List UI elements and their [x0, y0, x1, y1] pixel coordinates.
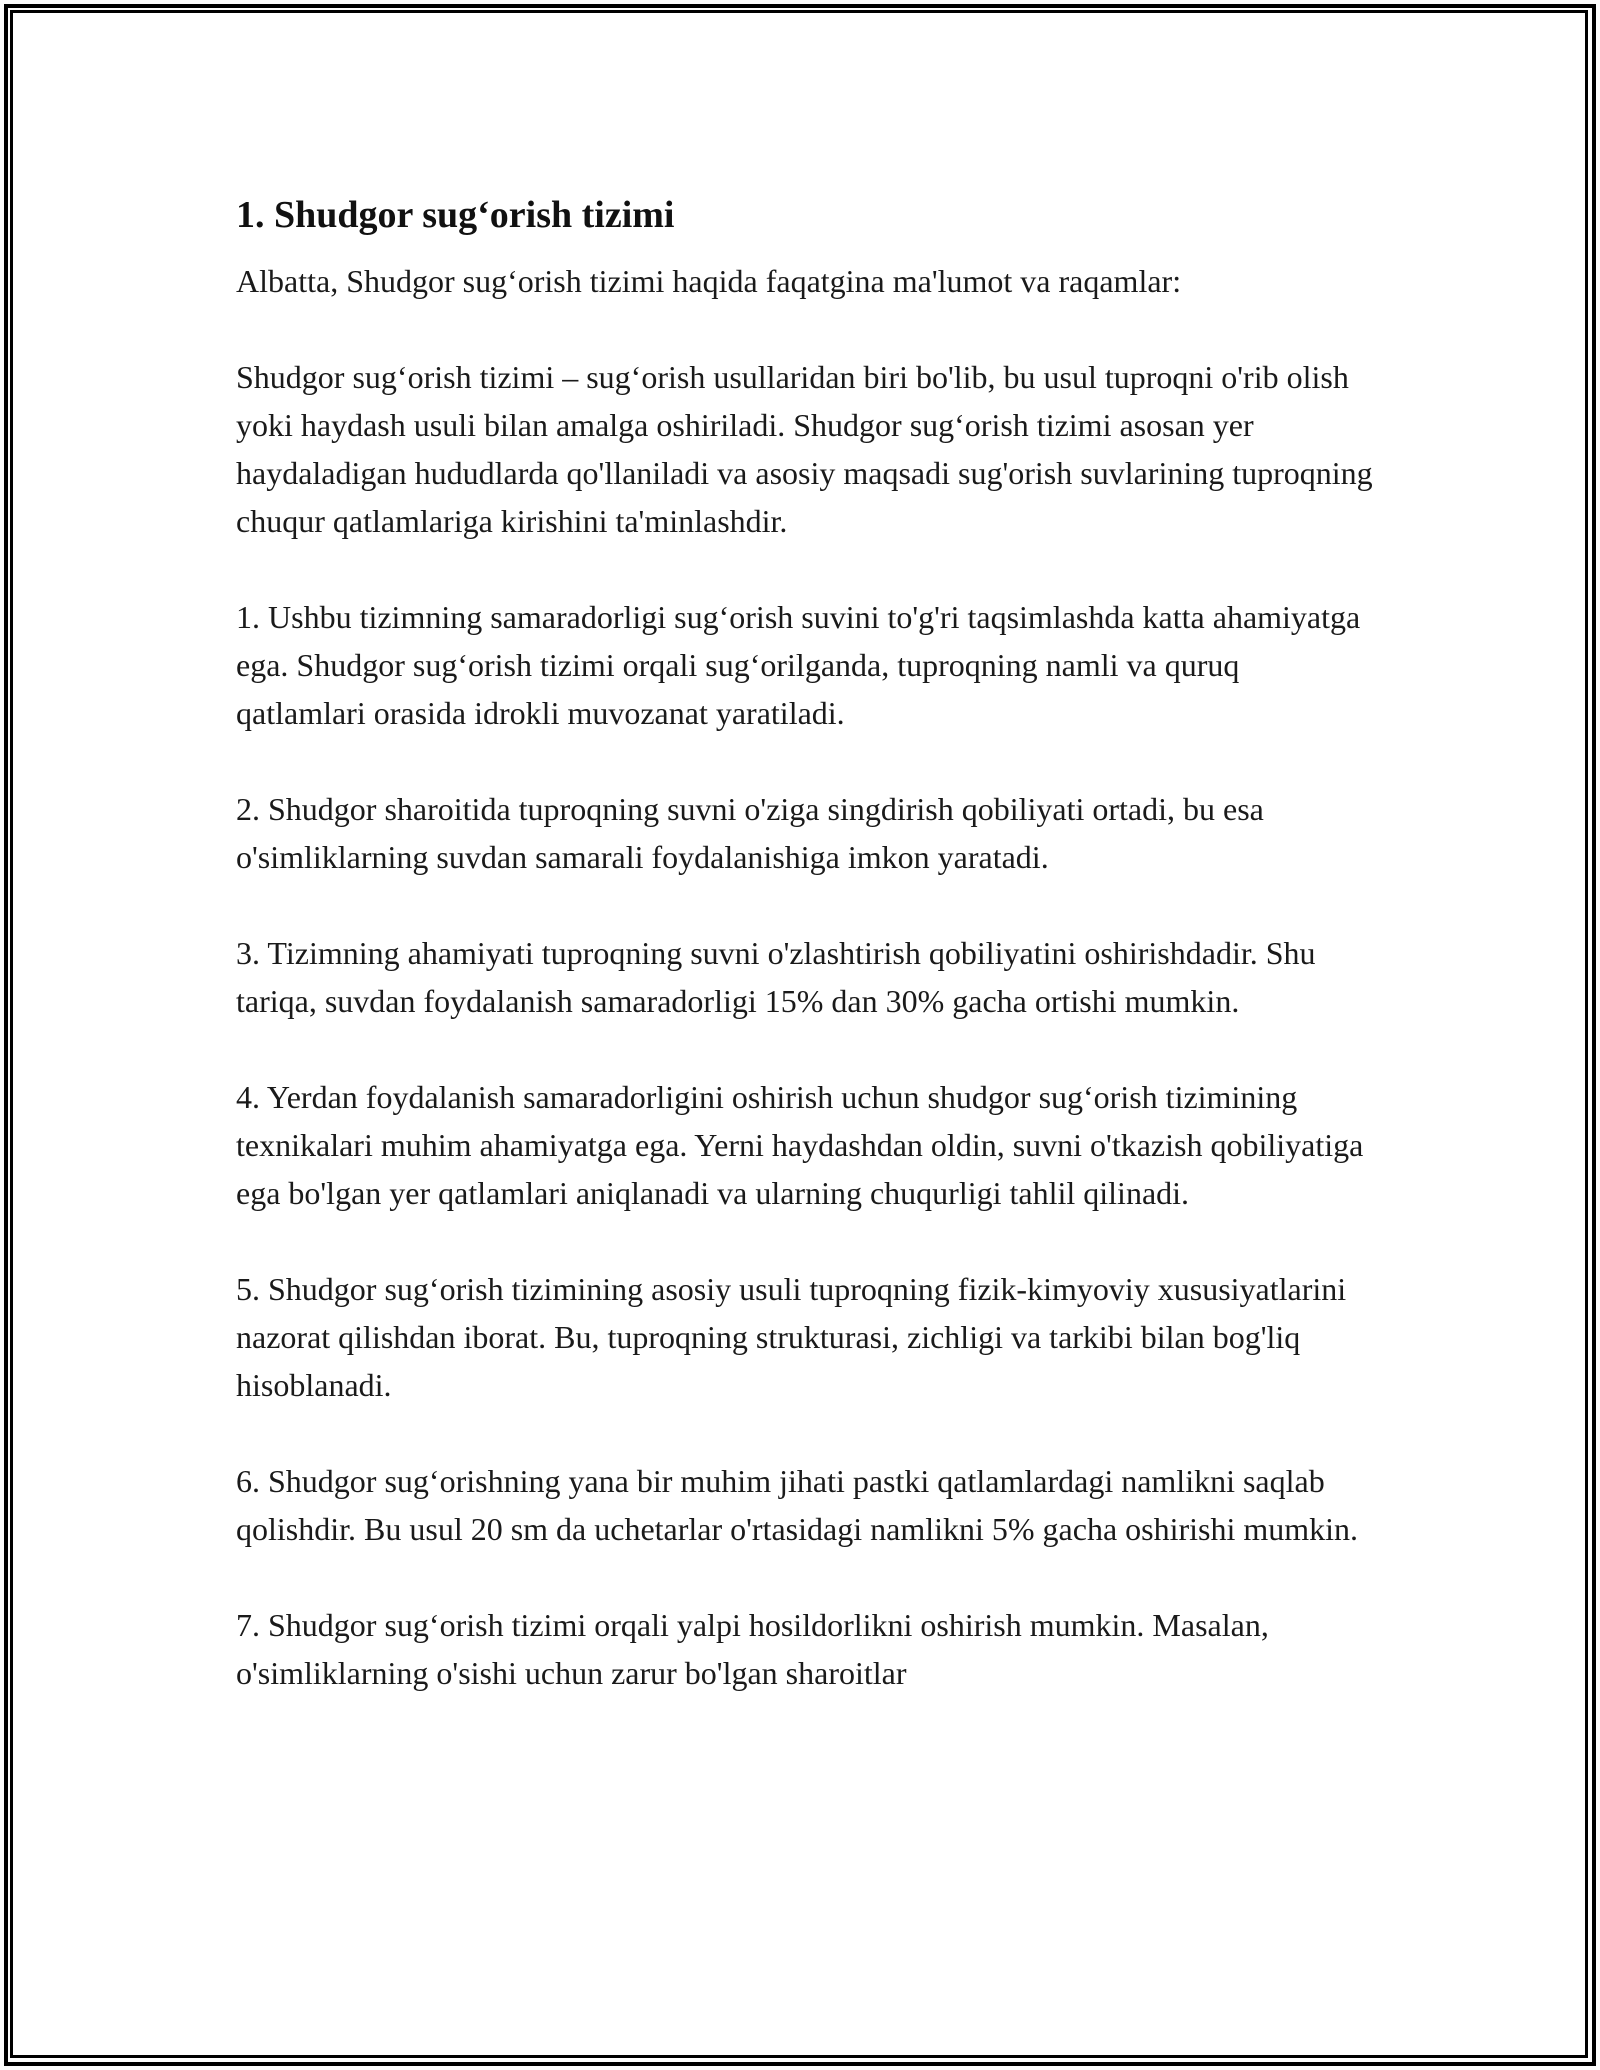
paragraph-point-7: 7. Shudgor sug‘orish tizimi orqali yalpi hosildorlikni oshirish mumkin. Masalan, o'simliklarning o'sishi uchun zarur bo'lgan sharoitlar — [236, 1607, 1269, 1691]
paragraph-point-3: 3. Tizimning ahamiyati tuproqning suvni o'zlashtirish qobiliyatini oshirishdadir. Shu tariqa, suvdan foydalanish samaradorligi 15% dan 30% gacha ortishi mumkin. — [236, 935, 1316, 1019]
intro-paragraph: Albatta, Shudgor sug‘orish tizimi haqida faqatgina ma'lumot va raqamlar: — [236, 263, 1182, 299]
paragraph-point-2: 2. Shudgor sharoitida tuproqning suvni o'ziga singdirish qobiliyati ortadi, bu esa o'simliklarning suvdan samarali foydalanishiga imkon yaratadi. — [236, 791, 1264, 875]
paragraph-point-5: 5. Shudgor sug‘orish tizimining asosiy usuli tuproqning fizik-kimyoviy xususiyatlarini nazorat qilishdan iborat. Bu, tuproqning strukturasi, zichligi va tarkibi bilan bog'liq hisoblanadi. — [236, 1271, 1347, 1403]
paragraph-point-1: 1. Ushbu tizimning samaradorligi sug‘orish suvini to'g'ri taqsimlashda katta ahamiyatga ega. Shudgor sug‘orish tizimi orqali sug‘orilganda, tuproqning namli va quruq qatlamlari orasida idrokli muvozanat yaratiladi. — [236, 599, 1361, 731]
section-heading: 1. Shudgor sug‘orish tizimi — [236, 194, 675, 236]
paragraph-point-4: 4. Yerdan foydalanish samaradorligini oshirish uchun shudgor sug‘orish tizimining texnikalari muhim ahamiyatga ega. Yerni haydashdan oldin, suvni o'tkazish qobiliyatiga ega bo'lgan yer qatlamlari aniqlanadi va ularning chuqurligi tahlil qilinadi. — [236, 1079, 1364, 1211]
paragraph-overview: Shudgor sug‘orish tizimi – sug‘orish usullaridan biri bo'lib, bu usul tuproqni o'rib olish yoki haydash usuli bilan amalga oshiriladi. Shudgor sug‘orish tizimi asosan yer haydaladigan hududlarda qo'llaniladi va asosiy maqsadi sug'orish suvlarining tuproqning chuqur qatlamlariga kirishini ta'minlashdir. — [236, 359, 1373, 539]
paragraph-point-6: 6. Shudgor sug‘orishning yana bir muhim jihati pastki qatlamlardagi namlikni saqlab qolishdir. Bu usul 20 sm da uchetarlar o'rtasidagi namlikni 5% gacha oshirishi mumkin. — [236, 1463, 1359, 1547]
document-body — [236, 185, 1376, 1697]
